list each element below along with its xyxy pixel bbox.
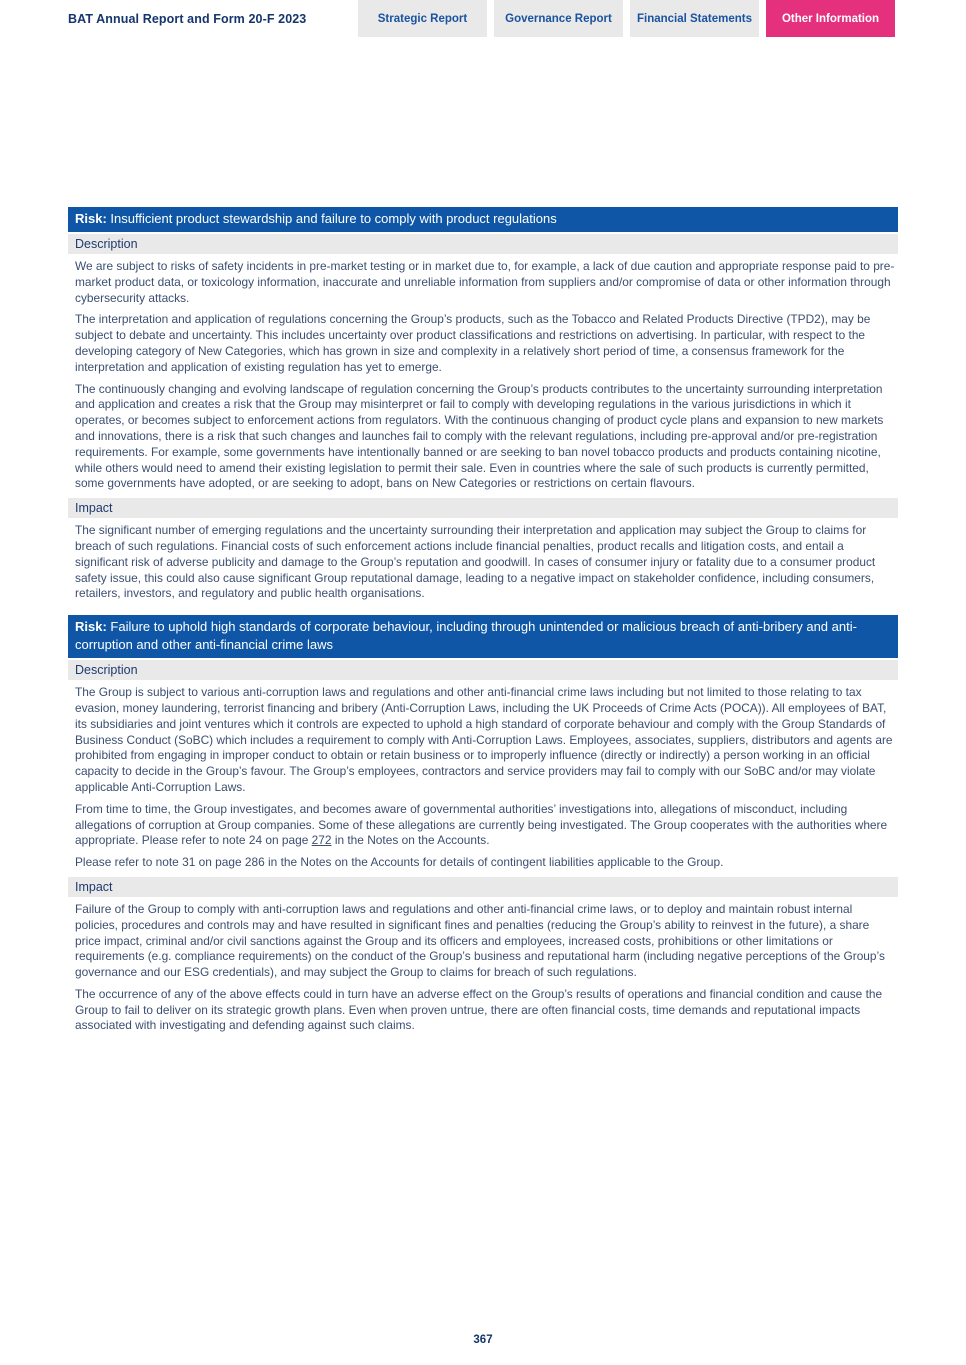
- paragraph: We are subject to risks of safety incidents in pre-market testing or in market due to, for example, a lack of due caution and appropriate response paid to pre-market product data, or toxicology information, inaccurate and unreliable information from suppliers and/or compromise of data or other information through cybersecurity attacks.: [75, 259, 895, 305]
- report-title: BAT Annual Report and Form 20-F 2023: [68, 11, 307, 26]
- report-header: [0, 0, 966, 37]
- tab-label: Financial Statements: [636, 12, 753, 25]
- paragraph: Failure of the Group to comply with anti-corruption laws and regulations and other anti-financial crime laws, or to deploy and maintain robust internal policies, procedures and controls may and have resulted in significant fines and penalties (reducing the Group’s ability to reinvest in the future), a share price impact, criminal and/or civil sanctions against the Group and its officers and employees, increased costs, prohibitions or other limitations or requirements (e.g. compliance requirements) on the conduct of the Group’s business and reputational harm (including negative perceptions of the Group’s governance and our ESG credentials), and may subject the Group to claims for breach of such regulations.: [75, 901, 885, 980]
- tab-other-information[interactable]: [766, 0, 895, 37]
- paragraph: The interpretation and application of regulations concerning the Group’s products, such as the Tobacco and Related Products Directive (TPD2), may be subject to debate and uncertainty. This includes uncertainty over product classifications and restrictions on advertising. In particular, with respect to the developing category of New Categories, which has grown in size and complexity in a relatively short period of time, a consensus framework for the interpretation and application of existing regulation has yet to emerge.: [75, 312, 871, 374]
- paragraph: The significant number of emerging regulations and the uncertainty surrounding their interpretation and application may subject the Group to claims for breach of such regulations. Financial costs of such enforcement actions include financial penalties, product recalls and litigation costs, and entail a significant risk of adverse publicity and damage to the Group’s reputation and goodwill. In cases of consumer injury or fatality due to a consumer product safety issue, this could also cause significant Group reputational damage, leading to a negative impact on stakeholder confidence, including consumers, retailers, investors, and regulatory and public health organisations.: [75, 523, 876, 601]
- tab-financial-statements[interactable]: [630, 0, 759, 37]
- risk-heading-bar: [68, 207, 898, 232]
- paragraph: From time to time, the Group investigates, and becomes aware of governmental authorities’ investigations into, allegations of misconduct, including allegations of corruption at Group companies. Some of these allegations are currently being investigated. The Group cooperates with the authorities where appropriate. Please refer to note 24 on page 272 in the Notes on the Accounts.: [75, 801, 888, 848]
- page-ref-link[interactable]: 272: [311, 833, 332, 848]
- page-number: 367: [473, 1334, 493, 1346]
- risk-section: [68, 615, 898, 1034]
- risk-label: Risk:: [75, 211, 107, 226]
- risk-title: Failure to uphold high standards of corporate behaviour, including through unintended or malicious breach of anti-bribery and anti-corruption and other anti-financial crime laws: [75, 619, 857, 653]
- impact-block: [68, 877, 898, 1034]
- tab-label: Strategic Report: [377, 12, 468, 25]
- description-heading: Description: [68, 234, 898, 254]
- section-tabs: [358, 0, 895, 37]
- impact-heading: Impact: [68, 877, 898, 897]
- description-heading: Description: [68, 660, 898, 680]
- risk-heading-bar: [68, 615, 898, 658]
- impact-heading: Impact: [68, 498, 898, 518]
- risk-sections: [68, 207, 898, 1047]
- paragraph: Please refer to note 31 on page 286 in the Notes on the Accounts for details of contingent liabilities applicable to the Group.: [75, 855, 724, 870]
- tab-governance-report[interactable]: [494, 0, 623, 37]
- paragraph: The Group is subject to various anti-corruption laws and regulations and other anti-financial crime laws including but not limited to those relating to tax evasion, money laundering, terrorist financing and bribery (Anti-Corruption Laws, including the UK Proceeds of Crime Acts (POCA)). All employees of BAT, its subsidiaries and joint ventures which it controls are expected to uphold a high standard of corporate behaviour and comply with the Group Standards of Business Conduct (SoBC) which includes a requirement to comply with Anti-Corruption Laws. Employees, associates, suppliers, distributors and agents are prohibited from engaging in improper conduct to obtain or retain business or to improperly influence (directly or indirectly) a person working in an official capacity to decide in the Group’s favour. The Group’s employees, contractors and service providers may fail to comply with our SoBC and/or may violate applicable Anti-Corruption Laws.: [75, 685, 893, 794]
- paragraph: The occurrence of any of the above effects could in turn have an adverse effect on the Group’s results of operations and financial condition and cause the Group to fail to deliver on its strategic growth plans. Even when proven untrue, there are often financial costs, time demands and reputational impacts associated with investigating and defending against such claims.: [75, 986, 883, 1033]
- tab-strategic-report[interactable]: [358, 0, 487, 37]
- tab-label: Other Information: [781, 12, 880, 25]
- description-paragraphs: [68, 685, 898, 871]
- risk-label: Risk:: [75, 619, 107, 635]
- risk-title: Insufficient product stewardship and failure to comply with product regulations: [106, 211, 557, 226]
- impact-block: [68, 498, 898, 602]
- impact-paragraphs: [68, 902, 898, 1034]
- page-footer: [0, 1330, 966, 1348]
- paragraph: The continuously changing and evolving landscape of regulation concerning the Group’s products contributes to the uncertainty surrounding interpretation and application and creates a risk that the Group may misinterpret or fail to comply with developing regulations in the various jurisdictions in which it operates, or becomes subject to enforcement actions from regulators. With the continuous changing of product cycle plans and expansion to new markets and innovations, there is a risk that such changes and launches fail to comply with the relevant regulations, including pre-approval and/or pre-registration requirements. For example, some governments have intentionally banned or are seeking to ban novel tobacco products and products containing nicotine, while others would need to amend their existing legislation to permit their sale. Even in countries where the sale of such products is currently permitted, some governments have adopted, or are seeking to adopt, bans on New Categories or restrictions on certain flavours.: [75, 381, 884, 491]
- description-paragraphs: [68, 259, 898, 492]
- impact-paragraphs: [68, 523, 898, 602]
- tab-label: Governance Report: [505, 12, 612, 25]
- risk-section: [68, 207, 898, 602]
